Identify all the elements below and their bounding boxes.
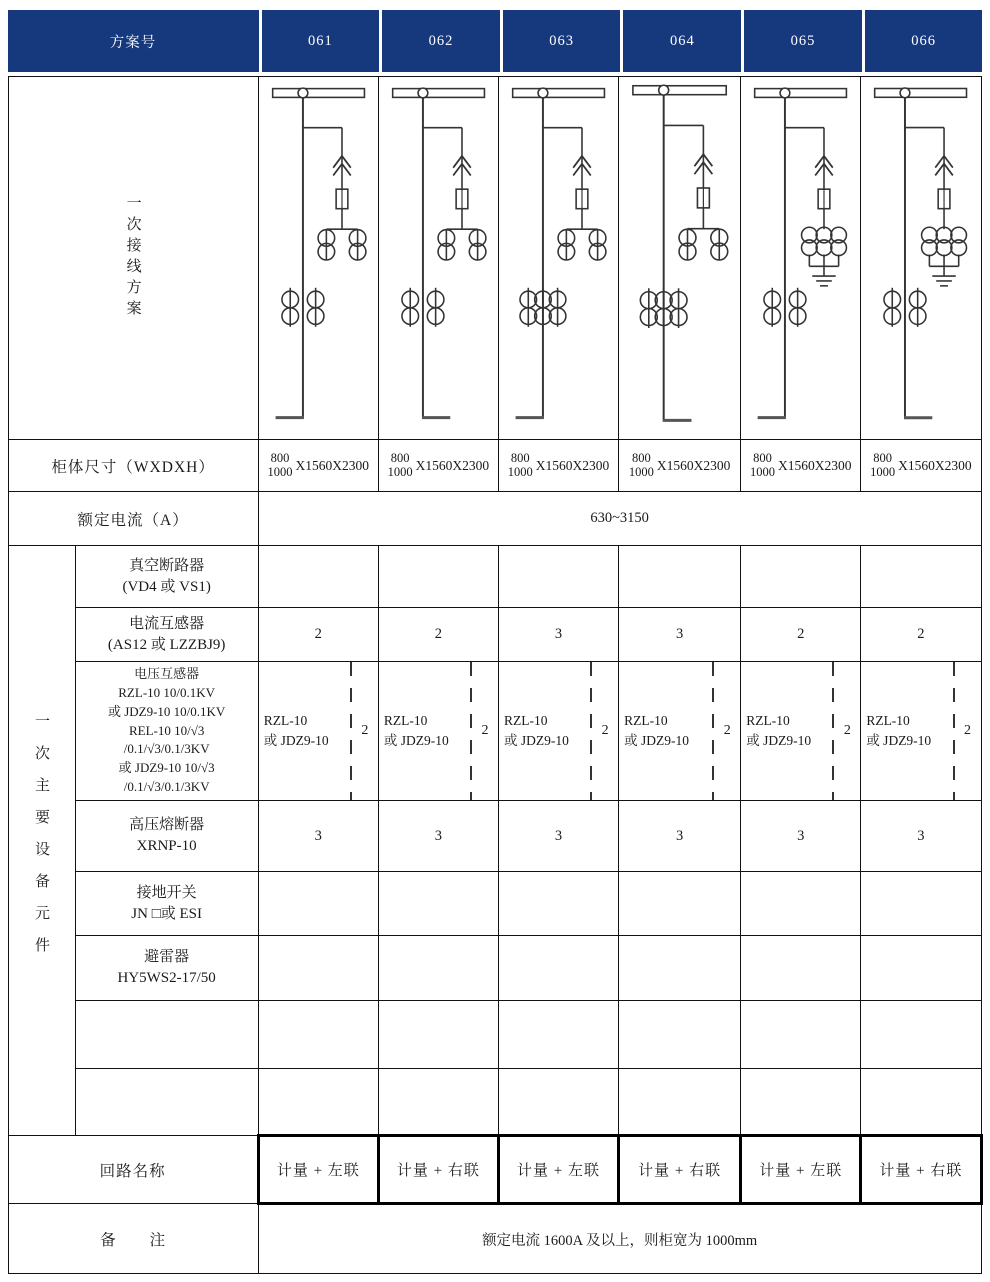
fuse-qty-cell: 3	[378, 801, 498, 872]
wiring-diagram-064	[619, 77, 741, 440]
rated-current-row	[8, 492, 981, 546]
cabinet-size-cell: 800 1000 X1560X2300	[378, 440, 498, 492]
arrester-cell	[258, 936, 378, 1001]
spare-cell	[378, 1001, 498, 1069]
fuse-row	[8, 801, 981, 872]
spare-cell	[498, 1069, 618, 1136]
cabinet-size-cell: 800 1000 X1560X2300	[258, 440, 378, 492]
ct-qty-cell: 2	[861, 608, 981, 662]
earth-switch-cell	[378, 872, 498, 936]
vcb-cell	[258, 546, 378, 608]
rated-current-label: 额定电流（A）	[8, 492, 258, 546]
vcb-row-label: 真空断路器 (VD4 或 VS1)	[75, 546, 258, 608]
ct-row-label: 电流互感器 (AS12 或 LZZBJ9)	[75, 608, 258, 662]
arrester-row	[8, 936, 981, 1001]
circuit-name-cell: 计量 + 左联	[258, 1136, 378, 1204]
circuit-name-cell: 计量 + 右联	[619, 1136, 741, 1204]
wiring-diagram-065	[741, 77, 861, 440]
circuit-name-cell: 计量 + 右联	[861, 1136, 981, 1204]
spare-cell	[619, 1001, 741, 1069]
circuit-name-cell: 计量 + 左联	[741, 1136, 861, 1204]
vcb-cell	[861, 546, 981, 608]
spare-cell	[619, 1069, 741, 1136]
scheme-number-063: 063	[503, 10, 621, 72]
earth-switch-cell	[861, 872, 981, 936]
fuse-qty-cell: 3	[258, 801, 378, 872]
rated-current-value: 630~3150	[258, 492, 981, 546]
earth-switch-cell	[498, 872, 618, 936]
spare-cell	[741, 1069, 861, 1136]
scheme-number-066: 066	[865, 10, 983, 72]
wiring-diagram-061	[258, 77, 378, 440]
wiring-diagram-063	[498, 77, 618, 440]
vt-cell: RZL-10 或 JDZ9-10 2	[258, 662, 378, 801]
vt-cell: RZL-10 或 JDZ9-10 2	[619, 662, 741, 801]
scheme-table	[8, 76, 983, 1274]
ct-qty-cell: 2	[741, 608, 861, 662]
circuit-name-cell: 计量 + 左联	[498, 1136, 618, 1204]
scheme-number-062: 062	[382, 10, 500, 72]
vt-cell: RZL-10 或 JDZ9-10 2	[498, 662, 618, 801]
scheme-header-row	[8, 10, 983, 72]
fuse-row-label: 高压熔断器 XRNP-10	[75, 801, 258, 872]
spare-row	[8, 1001, 981, 1069]
earth-switch-row-label: 接地开关 JN □或 ESI	[75, 872, 258, 936]
spare-row-label	[75, 1069, 258, 1136]
scheme-header-title: 方案号	[8, 10, 259, 72]
ct-qty-cell: 2	[258, 608, 378, 662]
scheme-number-061: 061	[262, 10, 380, 72]
equipment-section-label	[8, 546, 75, 1136]
arrester-cell	[498, 936, 618, 1001]
spare-cell	[378, 1069, 498, 1136]
ct-qty-cell: 2	[378, 608, 498, 662]
cabinet-size-cell: 800 1000 X1560X2300	[741, 440, 861, 492]
vcb-cell	[741, 546, 861, 608]
spare-cell	[861, 1069, 981, 1136]
wiring-diagram-row	[8, 77, 981, 440]
ct-qty-cell: 3	[619, 608, 741, 662]
circuit-name-cell: 计量 + 右联	[378, 1136, 498, 1204]
catalog-page	[8, 0, 983, 1274]
earth-switch-row	[8, 872, 981, 936]
ct-row	[8, 608, 981, 662]
spare-cell	[861, 1001, 981, 1069]
remark-row	[8, 1204, 981, 1274]
fuse-qty-cell: 3	[861, 801, 981, 872]
wiring-diagram-062	[378, 77, 498, 440]
vcb-cell	[498, 546, 618, 608]
circuit-name-row	[8, 1136, 981, 1204]
vt-cell: RZL-10 或 JDZ9-10 2	[861, 662, 981, 801]
arrester-row-label: 避雷器 HY5WS2-17/50	[75, 936, 258, 1001]
spare-cell	[741, 1001, 861, 1069]
equipment-section-label-text: 一次主要设备元件	[33, 712, 50, 969]
circuit-name-label: 回路名称	[8, 1136, 258, 1204]
cabinet-size-cell: 800 1000 X1560X2300	[498, 440, 618, 492]
vt-row	[8, 662, 981, 801]
vcb-cell	[619, 546, 741, 608]
earth-switch-cell	[619, 872, 741, 936]
arrester-cell	[619, 936, 741, 1001]
spare-cell	[258, 1069, 378, 1136]
spare-cell	[498, 1001, 618, 1069]
arrester-cell	[378, 936, 498, 1001]
cabinet-size-label: 柜体尺寸（WXDXH）	[8, 440, 258, 492]
vcb-row	[8, 546, 981, 608]
cabinet-size-row	[8, 440, 981, 492]
remark-label: 备 注	[8, 1204, 258, 1274]
arrester-cell	[741, 936, 861, 1001]
fuse-qty-cell: 3	[619, 801, 741, 872]
spare-cell	[258, 1001, 378, 1069]
cabinet-size-cell: 800 1000 X1560X2300	[861, 440, 981, 492]
remark-text: 额定电流 1600A 及以上，则柜宽为 1000mm	[258, 1204, 981, 1274]
scheme-number-065: 065	[744, 10, 862, 72]
arrester-cell	[861, 936, 981, 1001]
scheme-number-064: 064	[623, 10, 741, 72]
spare-row-label	[75, 1001, 258, 1069]
fuse-qty-cell: 3	[741, 801, 861, 872]
vt-cell: RZL-10 或 JDZ9-10 2	[741, 662, 861, 801]
wiring-row-label	[8, 77, 258, 440]
ct-qty-cell: 3	[498, 608, 618, 662]
earth-switch-cell	[741, 872, 861, 936]
spare-row	[8, 1069, 981, 1136]
wiring-row-label-text: 一次接线方案	[124, 195, 141, 321]
fuse-qty-cell: 3	[498, 801, 618, 872]
earth-switch-cell	[258, 872, 378, 936]
cabinet-size-cell: 800 1000 X1560X2300	[619, 440, 741, 492]
wiring-diagram-066	[861, 77, 981, 440]
vt-cell: RZL-10 或 JDZ9-10 2	[378, 662, 498, 801]
vcb-cell	[378, 546, 498, 608]
vt-row-label: 电压互感器 RZL-10 10/0.1KV 或 JDZ9-10 10/0.1KV REL-10 10/√3 /0.1/√3/0.1/3KV 或 JDZ9-10 10/√3 /0.1/√3/0.1/3KV	[75, 662, 258, 801]
